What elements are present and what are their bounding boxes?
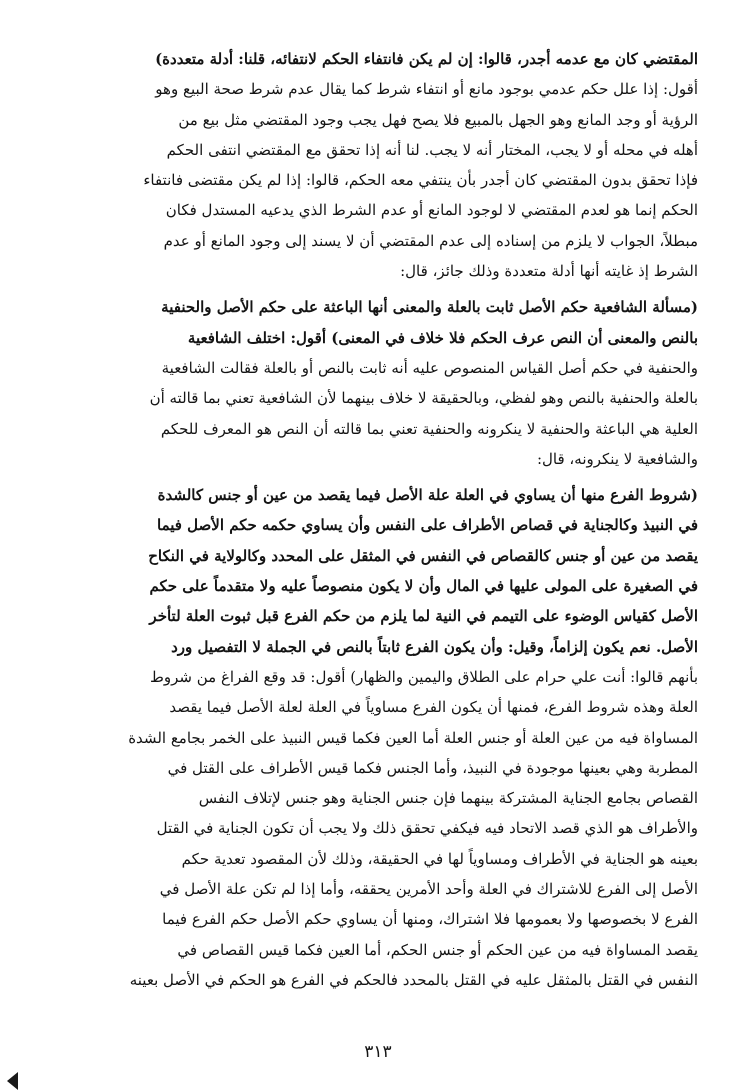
text-line: فإذا تحقق بدون المقتضي كان أجدر بأن ينتفي معه الحكم، قالوا: إذا لم يكن مقتضى فانتفاء — [143, 171, 698, 190]
text-line: يقصد المساواة فيه من عين الحكم أو جنس الحكم، أما العين فكما قيس القصاص في — [177, 940, 698, 959]
text-line: (شروط الفرع منها أن يساوي في العلة علة الأصل فيما يقصد من عين أو جنس كالشدة — [157, 486, 698, 505]
text-line: بعينه هو الجناية في الأطراف ومساوياً لها في الحقيقة، وذلك لأن المقصود تعدية حكم — [181, 849, 698, 868]
text-line: المساواة فيه من عين العلة أو جنس العلة أما العين فكما قيس النبيذ على الخمر بجامع الشدة — [128, 728, 698, 747]
text-line: النفس في القتل بالمثقل عليه في القتل بالمحدد فالحكم في الفرع هو الحكم في الأصل بعينه — [129, 970, 698, 989]
paragraph — [58, 480, 698, 995]
text-line: والشافعية لا ينكرونه، قال: — [536, 449, 698, 468]
text-line: والأطراف هو الذي قصد الاتحاد فيه فيكفي تحقق ذلك ولا يجب أن تكون الجناية في القتل — [156, 819, 698, 838]
text-line: المطربة وهي بعينها موجودة في النبيذ، وأما الجنس فكما قيس الأطراف على القتل في — [167, 758, 698, 777]
text-line: والحنفية في حكم أصل القياس المنصوص عليه أنه ثابت بالنص أو بالعلة فقالت الشافعية — [161, 358, 698, 377]
text-line: الشرط إذ غايته أنها أدلة متعددة وذلك جائز، قال: — [400, 262, 698, 281]
text-line: مبطلاً، الجواب لا يلزم من إسناده إلى عدم المقتضي أن لا يسند إلى وجود المانع أو عدم — [163, 231, 698, 250]
text-line: الأصل كقياس الوضوء على التيمم في النية لما يلزم من حكم الفرع قبل ثبوت العلة لتأخر — [149, 607, 698, 626]
text-line: العلة وهذه شروط الفرع، فمنها أن يكون الفرع مساوياً في العلة لعلة الأصل فيما يقصد — [169, 698, 698, 717]
text-line: بالنص والمعنى أن النص عرف الحكم فلا خلاف في المعنى) أقول: اختلف الشافعية — [187, 328, 698, 347]
text-line: أهله في محله أو لا يجب، المختار أنه لا يجب. لنا أنه إذا تحقق مع المقتضي انتفى الحكم — [166, 140, 698, 159]
triangle-left-icon — [7, 1072, 18, 1090]
page-number: ٣١٣ — [364, 1042, 392, 1062]
text-line: العلية هي الباعثة والحنفية لا ينكرونه والحنفية تعني بما قالته أن النص هو المعرف للحكم — [160, 419, 698, 438]
text-line: الرؤية أو وجد المانع وهو الجهل بالمبيع فلا يصح فهل يجب وجود المقتضي مثل بيع من — [178, 110, 698, 129]
text-line: الحكم إنما هو لعدم المقتضي لا لوجود المانع أو عدم الشرط الذي يدعيه المستدل فكان — [165, 201, 698, 220]
text-line: في الصغيرة على المولى عليها في المال وأن لا يكون منصوصاً عليه ولا متقدماً على حكم — [149, 577, 698, 596]
document-page — [58, 44, 698, 995]
text-line: أقول: إذا علل حكم عدمي بوجود مانع أو انتفاء شرط كما يقال عدم شرط صحة البيع وهو — [155, 80, 698, 99]
text-line: الأصل إلى الفرع للاشتراك في العلة وأحد الأمرين يحققه، وأما إذا لم تكن علة الأصل في — [159, 880, 698, 899]
text-line: بأنهم قالوا: أنت علي حرام على الطلاق واليمين والظهار) أقول: قد وقع الفراغ من شروط — [150, 667, 698, 686]
paragraph — [58, 292, 698, 474]
paragraph — [58, 44, 698, 286]
text-line: بالعلة والحنفية بالنص وهو لفظي، وبالحقيقة لا خلاف بينهما لأن الشافعية تعني بما قالته أن — [149, 389, 698, 408]
text-line: الفرع لا بخصوصها ولا بعمومها فلا اشتراك، ومنها أن يساوي حكم الأصل حكم الفرع فيما — [162, 910, 698, 929]
text-line: الأصل. نعم يكون إلزاماً، وقيل: وأن يكون الفرع ثابتاً بالنص في الجملة لا التفصيل ورد — [171, 637, 698, 656]
text-line: (مسألة الشافعية حكم الأصل ثابت بالعلة والمعنى أنها الباعثة على حكم الأصل والحنفية — [161, 298, 698, 317]
text-line: القصاص بجامع الجناية المشتركة بينهما فإن جنس الجناية وهو جنس لإتلاف النفس — [198, 789, 698, 808]
text-line: المقتضي كان مع عدمه أجدر، قالوا: إن لم يكن فانتفاء الحكم لانتفائه، قلنا: أدلة متعددة) — [155, 50, 698, 68]
text-line: في النبيذ وكالجناية في قصاص الأطراف على النفس وأن يساوي حكمه حكم الأصل فيما — [157, 516, 698, 535]
text-line: يقصد من عين أو جنس كالقصاص في النفس في المثقل على المحدد وكالولاية في النكاح — [148, 546, 698, 565]
